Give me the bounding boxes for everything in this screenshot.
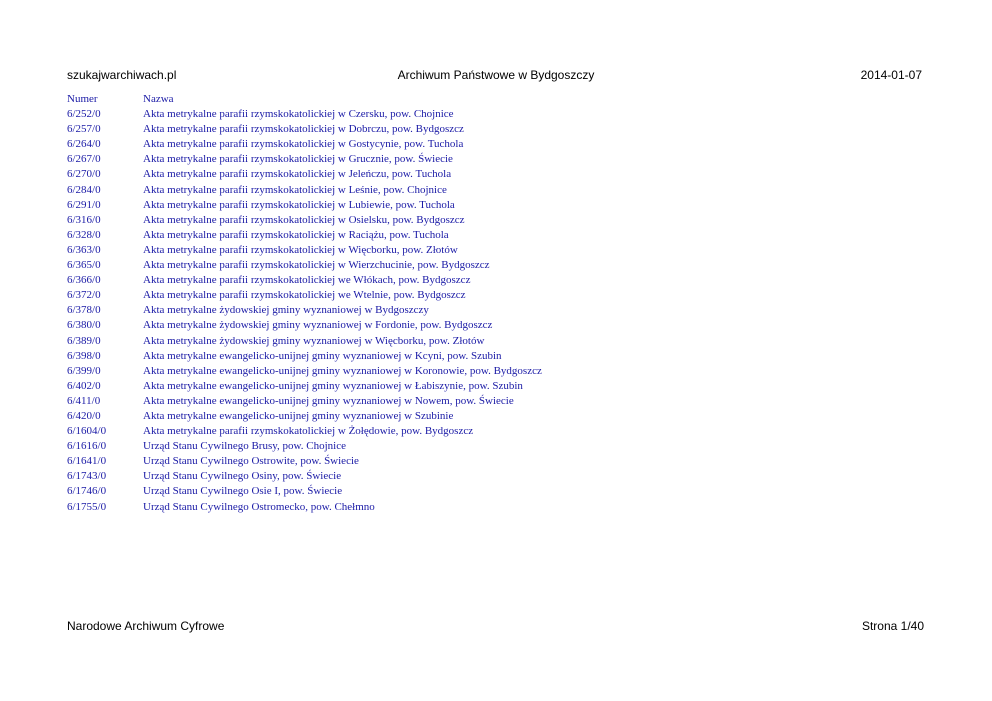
record-number: 6/328/0 bbox=[67, 228, 101, 241]
record-name: Akta metrykalne parafii rzymskokatolickiej w Lubiewie, pow. Tuchola bbox=[143, 198, 455, 211]
record-name: Akta metrykalne ewangelicko-unijnej gminy wyznaniowej w Nowem, pow. Świecie bbox=[143, 394, 514, 407]
record-number: 6/1746/0 bbox=[67, 485, 107, 498]
report-date: 2014-01-07 bbox=[860, 68, 922, 82]
table-row bbox=[67, 349, 542, 364]
record-number: 6/270/0 bbox=[67, 168, 101, 181]
record-number: 6/267/0 bbox=[67, 153, 101, 166]
record-name: Akta metrykalne parafii rzymskokatolickiej w Raciążu, pow. Tuchola bbox=[143, 228, 449, 241]
table-row bbox=[67, 152, 542, 167]
record-name: Akta metrykalne parafii rzymskokatolickiej w Wierzchucinie, pow. Bydgoszcz bbox=[143, 259, 490, 272]
record-name: Akta metrykalne żydowskiej gminy wyznaniowej w Bydgoszczy bbox=[143, 304, 429, 317]
record-number: 6/1641/0 bbox=[67, 455, 107, 468]
record-name: Akta metrykalne parafii rzymskokatolickiej w Leśnie, pow. Chojnice bbox=[143, 183, 447, 196]
table-row bbox=[67, 107, 542, 122]
record-number: 6/402/0 bbox=[67, 379, 101, 392]
footer-organization: Narodowe Archiwum Cyfrowe bbox=[67, 619, 225, 633]
record-number: 6/389/0 bbox=[67, 334, 101, 347]
record-name: Urząd Stanu Cywilnego Ostromecko, pow. Chełmno bbox=[143, 500, 375, 513]
table-row bbox=[67, 469, 542, 484]
table-row bbox=[67, 183, 542, 198]
record-number: 6/284/0 bbox=[67, 183, 101, 196]
record-number: 6/1743/0 bbox=[67, 470, 107, 483]
record-name: Akta metrykalne parafii rzymskokatolickiej w Dobrczu, pow. Bydgoszcz bbox=[143, 123, 464, 136]
table-row bbox=[67, 303, 542, 318]
table-row bbox=[67, 288, 542, 303]
record-number: 6/420/0 bbox=[67, 409, 101, 422]
record-number: 6/365/0 bbox=[67, 259, 101, 272]
record-name: Akta metrykalne żydowskiej gminy wyznaniowej w Więcborku, pow. Złotów bbox=[143, 334, 485, 347]
column-header-nazwa: Nazwa bbox=[143, 93, 174, 105]
table-row bbox=[67, 439, 542, 454]
record-name: Akta metrykalne parafii rzymskokatolickiej w Jeleńczu, pow. Tuchola bbox=[143, 168, 452, 181]
table-row bbox=[67, 394, 542, 409]
record-number: 6/291/0 bbox=[67, 198, 101, 211]
record-name: Akta metrykalne parafii rzymskokatolickiej we Wtelnie, pow. Bydgoszcz bbox=[143, 289, 466, 302]
record-number: 6/399/0 bbox=[67, 364, 101, 377]
record-number: 6/366/0 bbox=[67, 274, 101, 287]
record-name: Urząd Stanu Cywilnego Osie I, pow. Świecie bbox=[143, 485, 343, 498]
column-header-numer: Numer bbox=[67, 93, 98, 105]
record-name: Akta metrykalne ewangelicko-unijnej gminy wyznaniowej w Koronowie, pow. Bydgoszcz bbox=[143, 364, 542, 377]
table-row bbox=[67, 273, 542, 288]
table-row bbox=[67, 167, 542, 182]
record-number: 6/1616/0 bbox=[67, 440, 107, 453]
record-name: Akta metrykalne parafii rzymskokatolickiej w Więcborku, pow. Złotów bbox=[143, 243, 458, 256]
record-number: 6/1755/0 bbox=[67, 500, 107, 513]
record-name: Akta metrykalne parafii rzymskokatolickiej we Włókach, pow. Bydgoszcz bbox=[143, 274, 471, 287]
record-name: Akta metrykalne parafii rzymskokatolickiej w Osielsku, pow. Bydgoszcz bbox=[143, 213, 465, 226]
record-number: 6/363/0 bbox=[67, 243, 101, 256]
table-row bbox=[67, 454, 542, 469]
page-number: Strona 1/40 bbox=[861, 619, 924, 633]
record-name: Urząd Stanu Cywilnego Brusy, pow. Chojnice bbox=[143, 440, 346, 453]
record-number: 6/372/0 bbox=[67, 289, 101, 302]
table-row bbox=[67, 228, 542, 243]
record-name: Urząd Stanu Cywilnego Osiny, pow. Świecie bbox=[143, 470, 342, 483]
table-row bbox=[67, 424, 542, 439]
table-row bbox=[67, 409, 542, 424]
record-number: 6/257/0 bbox=[67, 123, 101, 136]
table-row bbox=[67, 243, 542, 258]
records-table bbox=[67, 92, 542, 515]
table-row bbox=[67, 334, 542, 349]
record-number: 6/316/0 bbox=[67, 213, 101, 226]
record-number: 6/264/0 bbox=[67, 138, 101, 151]
table-row bbox=[67, 198, 542, 213]
table-row bbox=[67, 213, 542, 228]
site-name: szukajwarchiwach.pl bbox=[67, 68, 177, 82]
table-row bbox=[67, 484, 542, 499]
table-row bbox=[67, 318, 542, 333]
record-number: 6/378/0 bbox=[67, 304, 101, 317]
table-header-row bbox=[67, 92, 542, 107]
record-name: Akta metrykalne ewangelicko-unijnej gminy wyznaniowej w Szubinie bbox=[143, 409, 454, 422]
record-name: Akta metrykalne ewangelicko-unijnej gminy wyznaniowej w Kcyni, pow. Szubin bbox=[143, 349, 502, 362]
record-number: 6/398/0 bbox=[67, 349, 101, 362]
record-name: Akta metrykalne ewangelicko-unijnej gminy wyznaniowej w Łabiszynie, pow. Szubin bbox=[143, 379, 523, 392]
record-name: Akta metrykalne parafii rzymskokatolickiej w Żołędowie, pow. Bydgoszcz bbox=[143, 425, 474, 438]
record-number: 6/380/0 bbox=[67, 319, 101, 332]
table-row bbox=[67, 137, 542, 152]
record-number: 6/411/0 bbox=[67, 394, 101, 407]
archive-title: Archiwum Państwowe w Bydgoszczy bbox=[397, 68, 595, 82]
table-row bbox=[67, 364, 542, 379]
table-row bbox=[67, 500, 542, 515]
record-name: Akta metrykalne żydowskiej gminy wyznaniowej w Fordonie, pow. Bydgoszcz bbox=[143, 319, 493, 332]
table-row bbox=[67, 258, 542, 273]
table-row bbox=[67, 379, 542, 394]
record-name: Urząd Stanu Cywilnego Ostrowite, pow. Świecie bbox=[143, 455, 359, 468]
table-body bbox=[67, 107, 542, 515]
record-name: Akta metrykalne parafii rzymskokatolickiej w Czersku, pow. Chojnice bbox=[143, 108, 454, 121]
record-number: 6/1604/0 bbox=[67, 425, 107, 438]
record-name: Akta metrykalne parafii rzymskokatolickiej w Grucznie, pow. Świecie bbox=[143, 153, 453, 166]
record-number: 6/252/0 bbox=[67, 108, 101, 121]
record-name: Akta metrykalne parafii rzymskokatolickiej w Gostycynie, pow. Tuchola bbox=[143, 138, 464, 151]
table-row bbox=[67, 122, 542, 137]
